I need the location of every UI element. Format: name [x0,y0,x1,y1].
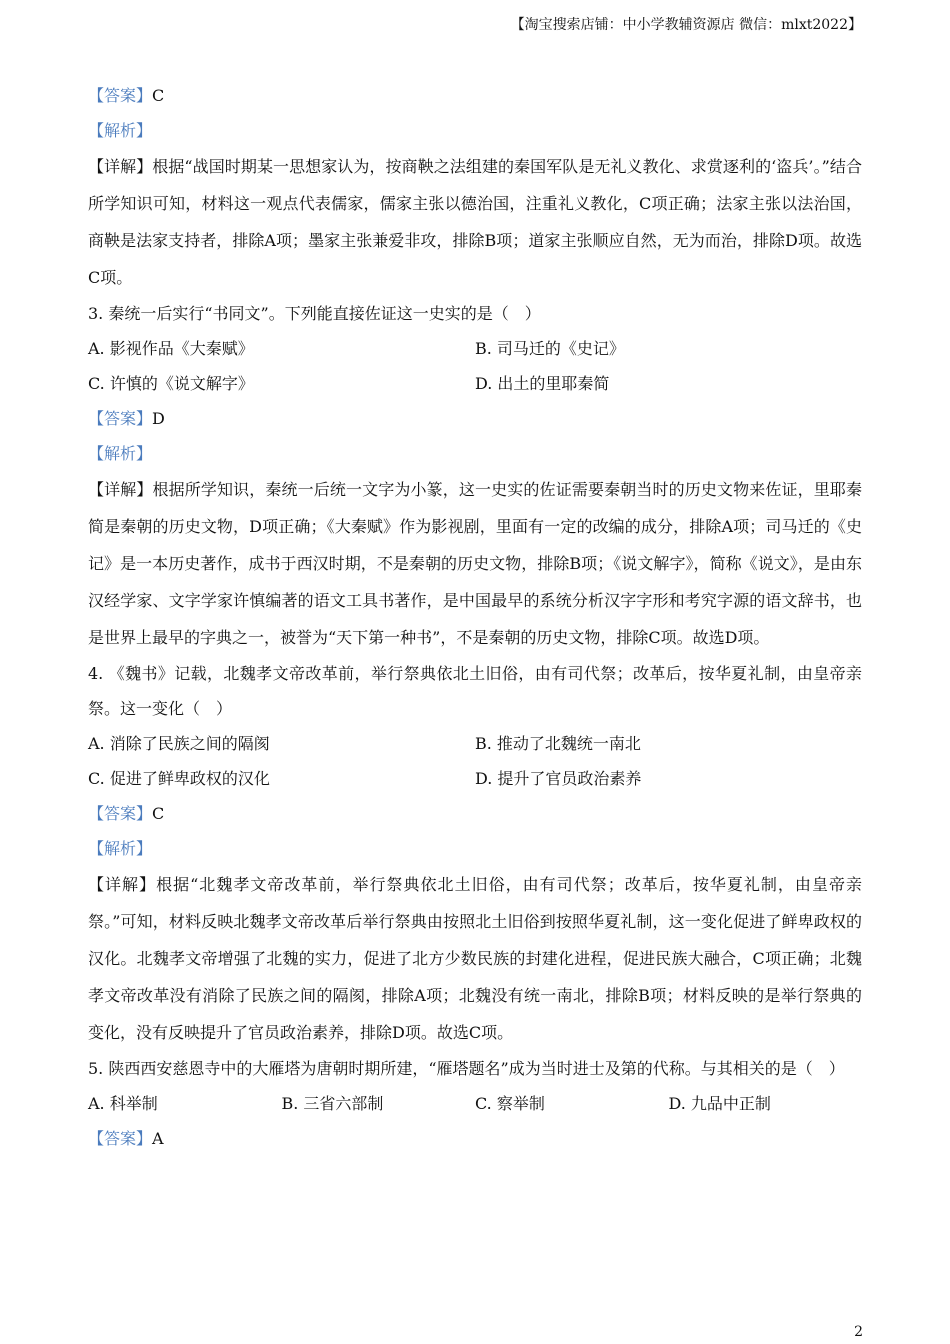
answer-row [88,78,862,113]
detail-paragraph [88,866,862,1051]
option-b: B. 三省六部制 [281,1094,384,1113]
option-b: B. 推动了北魏统一南北 [475,734,641,753]
question-stem: 3. 秦统一后实行“书同文”。下列能直接佐证这一史实的是（ ） [88,304,541,323]
detail-label: 【详解】 [88,157,153,176]
option-b: B. 司马迁的《史记》 [475,339,625,358]
options-row [88,726,862,761]
question-stem: 4. 《魏书》记载，北魏孝文帝改革前，举行祭典依北土旧俗，由有司代祭；改革后，按华夏礼制，由皇帝亲祭。这一变化（ ） [88,664,862,718]
detail-text: 根据“北魏孝文帝改革前，举行祭典依北土旧俗，由有司代祭；改革后，按华夏礼制，由皇帝亲祭。”可知，材料反映北魏孝文帝改革后举行祭典由按照北土旧俗到按照华夏礼制，这一变化促进了鲜卑政权的汉化。北魏孝文帝增强了北魏的实力，促进了北方少数民族的封建化进程，促进民族大融合，C项正确；北魏孝文帝改革没有消除了民族之间的隔阂，排除A项；北魏没有统一南北，排除B项；材料反映的是举行祭典的变化，没有反映提升了官员政治素养，排除D项。故选C项。 [88,875,862,1042]
answer-row [88,796,862,831]
document-body [88,78,862,1156]
answer-row [88,1121,862,1156]
option-a: A. 影视作品《大秦赋》 [88,339,254,358]
answer-value: C [152,804,165,823]
answer-label: 【答案】 [88,1129,153,1148]
option-a: A. 科举制 [88,1094,158,1113]
detail-text: 根据所学知识，秦统一后统一文字为小篆，这一史实的佐证需要秦朝当时的历史文物来佐证，里耶秦简是秦朝的历史文物，D项正确；《大秦赋》作为影视剧，里面有一定的改编的成分，排除A项；司马迁的《史记》是一本历史著作，成书于西汉时期，不是秦朝的历史文物，排除B项；《说文解字》，简称《说文》，是由东汉经学家、文字学家许慎编著的语文工具书著作，是中国最早的系统分析汉字字形和考究字源的语文辞书，也是世界上最早的字典之一，被誉为“天下第一种书”，不是秦朝的历史文物，排除C项。故选D项。 [88,480,862,647]
analysis-row [88,113,862,148]
answer-label: 【答案】 [88,86,153,105]
analysis-label: 【解析】 [88,121,153,140]
detail-text: 根据“战国时期某一思想家认为，按商鞅之法组建的秦国军队是无礼义教化、求赏逐利的‘盗兵’。”结合所学知识可知，材料这一观点代表儒家，儒家主张以德治国，注重礼义教化，C项正确；法家主张以法治国，商鞅是法家支持者，排除A项；墨家主张兼爱非攻，排除B项；道家主张顺应自然，无为而治，排除D项。故选C项。 [88,157,862,287]
answer-value: D [152,409,165,428]
options-row [88,366,862,401]
analysis-row [88,436,862,471]
answer-label: 【答案】 [88,409,153,428]
detail-label: 【详解】 [88,480,153,499]
page-header: 【淘宝搜索店铺：中小学教辅资源店 微信：mlxt2022】 [510,17,862,33]
answer-value: A [152,1129,164,1148]
option-d: D. 出土的里耶秦简 [475,374,610,393]
options-row [88,331,862,366]
analysis-row [88,831,862,866]
options-row [88,1086,862,1121]
answer-label: 【答案】 [88,804,153,823]
page-number: 2 [854,1324,863,1340]
answer-value: C [152,86,165,105]
option-d: D. 九品中正制 [668,1094,771,1113]
options-row [88,761,862,796]
detail-paragraph [88,471,862,656]
option-c: C. 察举制 [475,1094,545,1113]
option-a: A. 消除了民族之间的隔阂 [88,734,270,753]
option-c: C. 许慎的《说文解字》 [88,374,254,393]
option-c: C. 促进了鲜卑政权的汉化 [88,769,270,788]
detail-paragraph [88,148,862,296]
analysis-label: 【解析】 [88,444,153,463]
option-d: D. 提升了官员政治素养 [475,769,642,788]
question-stem: 5. 陕西西安慈恩寺中的大雁塔为唐朝时期所建，“雁塔题名”成为当时进士及第的代称。与其相关的是（ ） [88,1059,845,1078]
detail-label: 【详解】 [88,875,157,894]
analysis-label: 【解析】 [88,839,153,858]
answer-row [88,401,862,436]
